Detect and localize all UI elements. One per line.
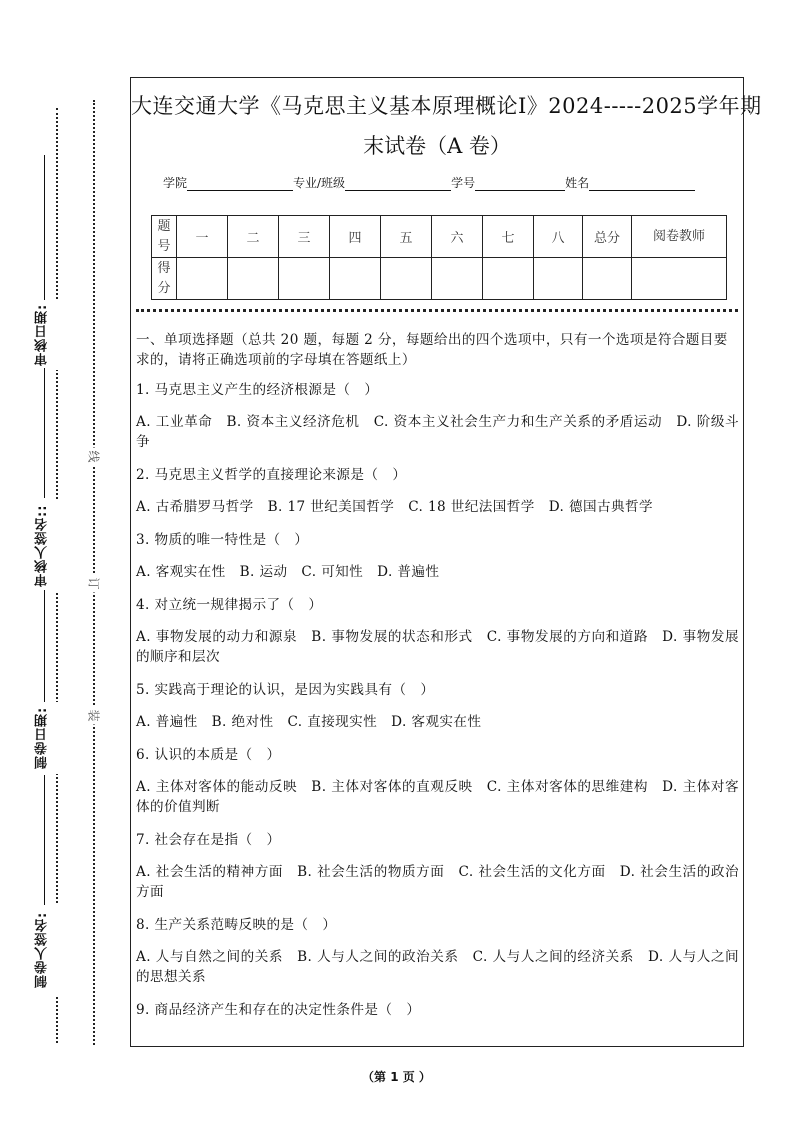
score-cell-grader[interactable] [632, 258, 727, 300]
binding-margin [0, 0, 130, 1122]
col-grader: 阅卷教师 [632, 216, 727, 258]
binding-mark-zhuang: 装 [86, 707, 103, 725]
question-stem: 4. 对立统一规律揭示了（ ） [136, 597, 323, 613]
score-cell-2[interactable] [228, 258, 279, 300]
section-single-choice [136, 330, 739, 1032]
score-table-score-row [152, 258, 727, 300]
score-cell-5[interactable] [381, 258, 432, 300]
reviewer-signature-blank-2[interactable] [44, 590, 45, 702]
question-options: A. 客观实在性 B. 运动 C. 可知性 D. 普遍性 [136, 564, 440, 580]
col-3: 三 [279, 216, 330, 258]
question-options: A. 人与自然之间的关系 B. 人与人之间的政治关系 C. 人与人之间的经济关系 D. 人与人之间的思想关系 [136, 949, 739, 985]
score-cell-8[interactable] [534, 258, 583, 300]
col-4: 四 [330, 216, 381, 258]
score-cell-6[interactable] [432, 258, 483, 300]
question-options: A. 古希腊罗马哲学 B. 17 世纪美国哲学 C. 18 世纪法国哲学 D. 德国古典哲学 [136, 499, 653, 515]
college-label: 学院 [163, 176, 188, 190]
dotted-separator [136, 309, 738, 312]
col-total: 总分 [583, 216, 632, 258]
exam-title-line2: 末试卷（A 卷） [363, 134, 511, 158]
score-cell-total[interactable] [583, 258, 632, 300]
question-stem: 9. 商品经济产生和存在的决定性条件是（ ） [136, 1002, 421, 1018]
question-number-label: 题 号 [152, 216, 177, 258]
question-options: A. 社会生活的精神方面 B. 社会生活的物质方面 C. 社会生活的文化方面 D. 社会生活的政治方面 [136, 864, 739, 900]
binding-mark-xian: 线 [86, 448, 103, 466]
name-label: 姓名 [565, 176, 590, 190]
question-stem: 1. 马克思主义产生的经济根源是（ ） [136, 382, 379, 398]
question-options: A. 工业革命 B. 资本主义经济危机 C. 资本主义社会生产力和生产关系的矛盾运动 D. 阶级斗争 [136, 414, 739, 450]
score-cell-4[interactable] [330, 258, 381, 300]
student-info-line [163, 174, 695, 191]
major-class-label: 专业/班级 [293, 176, 346, 190]
col-5: 五 [381, 216, 432, 258]
col-8: 八 [534, 216, 583, 258]
prepare-date-label: 制卷日期: [28, 702, 58, 774]
exam-page-frame [130, 77, 762, 1047]
exam-title-line1: 大连交通大学《马克思主义基本原理概论I》2024-----2025学年期 [131, 94, 762, 118]
score-table-header-row [152, 216, 727, 258]
reviewer-signature-blank[interactable] [44, 368, 45, 498]
major-class-field[interactable] [345, 178, 451, 191]
question-stem: 2. 马克思主义哲学的直接理论来源是（ ） [136, 467, 407, 483]
score-label: 得 分 [152, 258, 177, 300]
review-date-blank[interactable] [44, 155, 45, 303]
question-options: A. 事物发展的动力和源泉 B. 事物发展的状态和形式 C. 事物发展的方向和道路 D. 事物发展的顺序和层次 [136, 629, 739, 665]
dotted-cut-line-outer [93, 100, 95, 1045]
question-stem: 6. 认识的本质是（ ） [136, 747, 281, 763]
question-stem: 3. 物质的唯一特性是（ ） [136, 532, 309, 548]
name-field[interactable] [589, 178, 695, 191]
review-date-label: 审核日期: [28, 300, 58, 370]
col-2: 二 [228, 216, 279, 258]
question-options: A. 普遍性 B. 绝对性 C. 直接现实性 D. 客观实在性 [136, 714, 482, 730]
page-number: （第 1 页 ） [362, 1070, 431, 1084]
student-id-label: 学号 [451, 176, 476, 190]
col-1: 一 [177, 216, 228, 258]
score-cell-1[interactable] [177, 258, 228, 300]
reviewer-signature-label: 审核人签名:: [28, 500, 58, 592]
score-table [151, 215, 727, 300]
student-id-field[interactable] [475, 178, 565, 191]
question-stem: 5. 实践高于理论的认识，是因为实践具有（ ） [136, 682, 435, 698]
question-stem: 8. 生产关系范畴反映的是（ ） [136, 917, 337, 933]
question-options: A. 主体对客体的能动反映 B. 主体对客体的直观反映 C. 主体对客体的思维建构 D. 主体对客体的价值判断 [136, 779, 739, 815]
score-cell-3[interactable] [279, 258, 330, 300]
col-7: 七 [483, 216, 534, 258]
prepare-date-blank[interactable] [44, 775, 45, 905]
preparer-signature-label: 制卷人签名: [28, 905, 58, 995]
col-6: 六 [432, 216, 483, 258]
question-stem: 7. 社会存在是指（ ） [136, 832, 281, 848]
section-heading: 一、单项选择题（总共 20 题，每题 2 分，每题给出的四个选项中，只有一个选项是符合题目要求的，请将正确选项前的字母填在答题纸上） [136, 332, 728, 368]
score-cell-7[interactable] [483, 258, 534, 300]
binding-mark-ding: 订 [86, 575, 103, 593]
college-field[interactable] [187, 178, 293, 191]
